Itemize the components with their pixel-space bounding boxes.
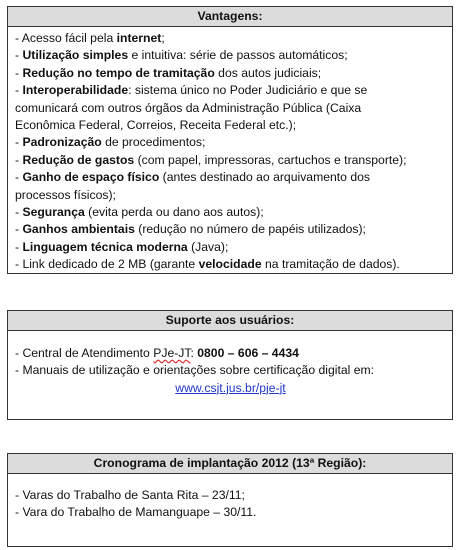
vantagem-text: (redução no número de papéis utilizados); [134,222,366,237]
suporte-box [7,310,453,420]
cronograma-item: - Vara do Trabalho de Mamanguape – 30/11. [15,505,257,520]
vantagem-item [15,82,446,99]
vantagem-text: na tramitação de dados). [261,257,400,272]
vantagem-text: - [15,48,23,63]
vantagem-text: dos autos judiciais; [214,65,322,80]
vantagem-highlight: internet [116,31,162,45]
vantagem-text: - [15,239,23,254]
vantagens-box [7,6,453,274]
vantagem-highlight: Padronização [22,135,102,150]
vantagem-item [15,204,446,221]
cronograma-box [7,453,453,547]
vantagem-text: - [15,65,23,80]
cronograma-title: Cronograma de implantação 2012 (13ª Região): [8,454,452,474]
vantagem-text: - [15,170,23,185]
cronograma-item: - Varas do Trabalho de Santa Rita – 23/11; [15,488,245,502]
vantagem-highlight: Utilização simples [22,48,129,63]
pje-jt-text: PJe-JT [153,346,191,360]
central-label: - Central de Atendimento [15,346,154,360]
vantagem-text: (antes destinado ao arquivamento dos [159,170,370,185]
csjt-link[interactable]: www.csjt.jus.br/pje-jt [175,380,286,395]
vantagem-item [15,239,446,256]
vantagem-text: - [15,83,23,98]
vantagem-highlight: Redução no tempo de tramitação [22,65,215,80]
vantagem-text: (evita perda ou dano aos autos); [84,205,264,220]
vantagem-text: ; [161,31,165,45]
vantagem-highlight: Ganho de espaço físico [22,170,160,185]
vantagem-text: - [15,135,23,150]
vantagem-text: e intuitiva: série de passos automáticos; [128,48,348,63]
vantagem-item [15,47,446,64]
vantagem-item [15,134,446,151]
vantagem-text: - Link dedicado de 2 MB (garante [15,257,199,272]
suporte-body [8,331,452,397]
central-colon: : [190,346,198,360]
vantagem-text: (com papel, impressoras, cartuchos e transporte); [134,152,407,167]
vantagem-item [15,152,446,169]
vantagem-highlight: Redução de gastos [22,152,135,167]
vantagem-text: (Java); [187,239,229,254]
vantagens-title: Vantagens: [8,7,452,27]
suporte-title: Suporte aos usuários: [8,311,452,331]
vantagem-text: - Acesso fácil pela [15,31,117,45]
vantagem-continuation: processos físicos); [15,187,116,202]
vantagem-item [15,30,446,47]
vantagem-text: : sistema único no Poder Judiciário e que se [128,83,368,98]
vantagem-highlight: Linguagem técnica moderna [22,239,188,254]
vantagens-list [8,27,452,274]
vantagem-item [15,65,446,82]
vantagem-text: de procedimentos; [101,135,206,150]
link-line [15,380,446,397]
cronograma-body [8,474,452,522]
vantagem-text: - [15,205,23,220]
vantagem-text: - [15,152,23,167]
vantagem-item [15,221,446,238]
vantagem-highlight: Segurança [22,205,85,220]
vantagem-continuation: Econômica Federal, Correios, Receita Federal etc.); [15,118,297,133]
vantagem-highlight: Interoperabilidade [22,83,129,98]
vantagem-item [15,256,446,273]
vantagem-highlight: Ganhos ambientais [22,222,135,237]
manuais-line: - Manuais de utilização e orientações sobre certificação digital em: [15,363,375,378]
vantagem-item [15,169,446,186]
vantagem-highlight: velocidade [198,257,262,272]
phone-number: 0800 – 606 – 4434 [197,346,299,360]
vantagem-continuation: comunicará com outros órgãos da Administração Pública (Caixa [15,100,362,115]
vantagem-text: - [15,222,23,237]
central-atendimento-line [15,345,446,362]
